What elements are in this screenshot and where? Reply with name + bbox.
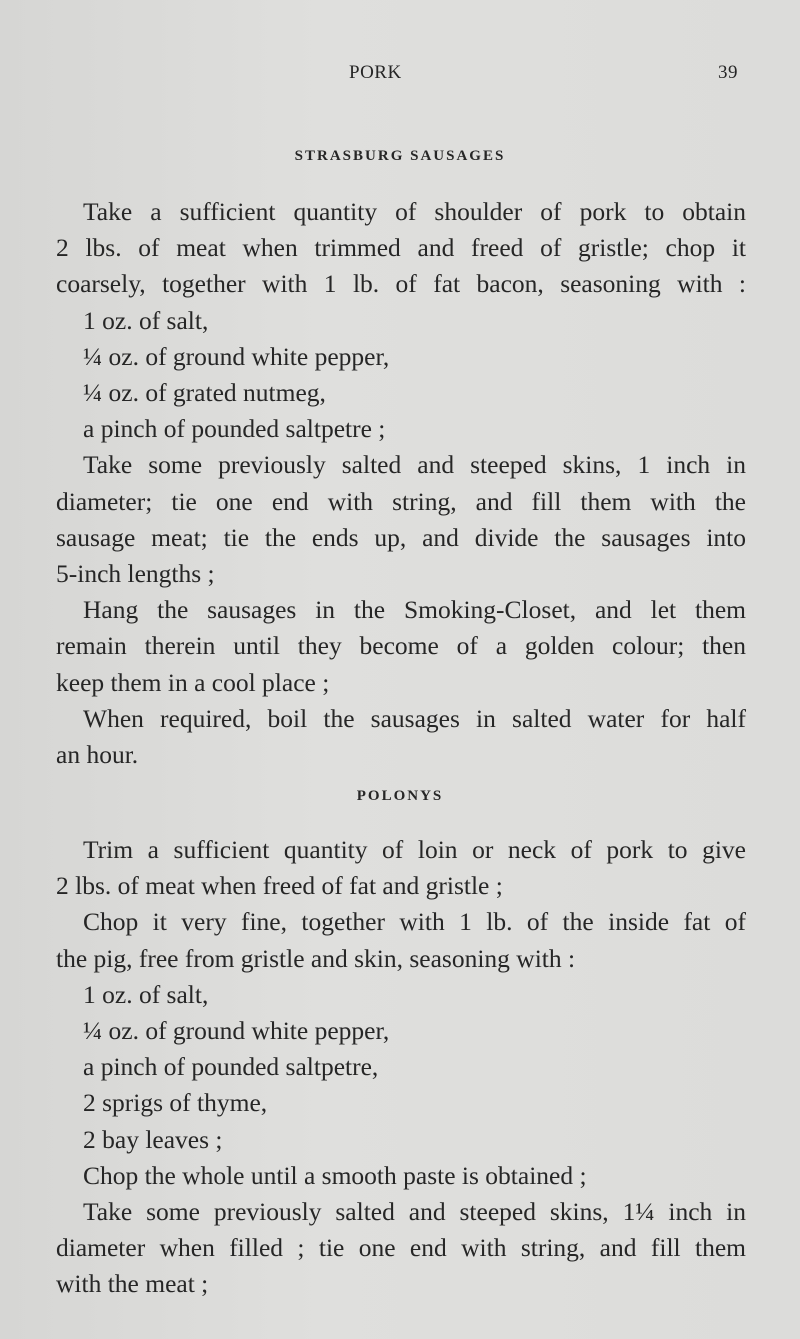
running-title: PORK — [349, 62, 402, 83]
text-line: Take some previously salted and steeped skins, 1¼ inch in — [83, 1197, 746, 1226]
section-title: POLONYS — [356, 788, 444, 804]
text-line: Take a sufficient quantity of shoulder of pork to obtain — [83, 197, 746, 226]
text-line: 2 lbs. of meat when freed of fat and gristle ; — [56, 871, 503, 901]
text-line: Take some previously salted and steeped skins, 1 inch in — [83, 450, 746, 480]
text-line: Hang the sausages in the Smoking-Closet, and let them — [83, 595, 746, 625]
text-line: 5-inch lengths ; — [56, 559, 215, 588]
text-line: Trim a sufficient quantity of loin or neck of pork to give — [83, 835, 746, 864]
text-line: When required, boil the sausages in salted water for half — [83, 703, 746, 733]
text-line: keep them in a cool place ; — [56, 667, 330, 697]
text-line: Chop it very fine, together with 1 lb. of the inside fat of — [83, 907, 746, 937]
text-line: 2 bay leaves ; — [83, 1124, 223, 1154]
text-line: diameter; tie one end with string, and fill them with the — [56, 486, 746, 516]
text-line: a pinch of pounded saltpetre ; — [83, 414, 386, 444]
text-line: with the meat ; — [56, 1269, 209, 1299]
text-line: 1 oz. of salt, — [83, 305, 209, 335]
text-line: coarsely, together with 1 lb. of fat bacon, seasoning with : — [56, 269, 746, 299]
text-line: 2 sprigs of thyme, — [83, 1088, 268, 1118]
text-line: ¼ oz. of grated nutmeg, — [83, 378, 326, 407]
text-line: ¼ oz. of ground white pepper, — [83, 341, 390, 371]
section-title: STRASBURG SAUSAGES — [294, 148, 506, 164]
text-line: the pig, free from gristle and skin, seasoning with : — [56, 943, 576, 973]
text-line: diameter when filled ; tie one end with string, and fill them — [56, 1233, 746, 1263]
text-line: an hour. — [56, 740, 139, 769]
text-line: Chop the whole until a smooth paste is obtained ; — [83, 1160, 587, 1190]
page-number: 39 — [718, 62, 738, 83]
text-line: sausage meat; tie the ends up, and divide the sausages into — [56, 522, 746, 552]
text-line: 1 oz. of salt, — [83, 979, 209, 1009]
text-line: a pinch of pounded saltpetre, — [83, 1052, 379, 1082]
text-line: ¼ oz. of ground white pepper, — [83, 1016, 390, 1045]
text-line: remain therein until they become of a golden colour; then — [56, 631, 746, 661]
text-line: 2 lbs. of meat when trimmed and freed of gristle; chop it — [56, 233, 746, 263]
